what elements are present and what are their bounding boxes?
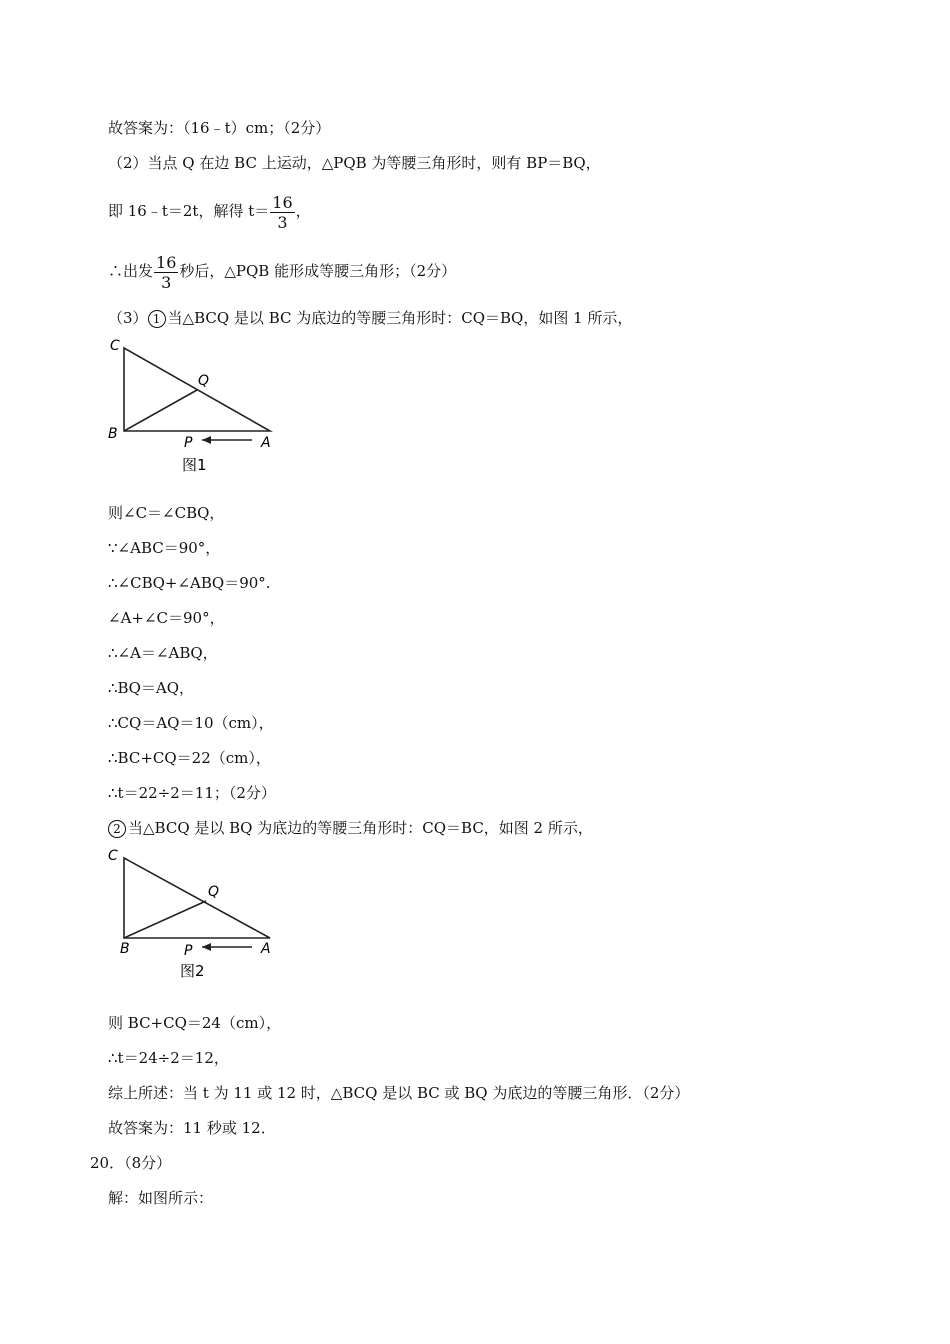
equation-line [108,188,311,234]
summary-line: 综上所述：当 t 为 11 或 12 时，△BCQ 是以 BC 或 BQ 为底边的等腰三角形．（2分） [108,1084,690,1102]
step-line: ∴∠A＝∠ABQ， [108,644,218,662]
step-line: ∴CQ＝AQ＝10（cm）， [108,714,274,732]
step-line: ∴t＝22÷2＝11；（2分） [108,784,276,802]
equation-comma: ， [295,202,311,220]
label-b: B [108,426,118,442]
part3-case2 [108,818,593,838]
label-p: P [184,435,193,451]
triangle-abc [124,858,270,938]
part2-statement: （2）当点 Q 在边 BC 上运动，△PQB 为等腰三角形时，则有 BP＝BQ， [108,154,601,172]
part3-label: （3） [108,309,148,327]
conclusion-line [108,248,456,294]
fraction-numerator: 16 [272,192,293,212]
label-p: P [184,943,193,959]
segment-bq [124,901,206,938]
fraction-denominator: 3 [277,212,288,232]
step-line: 则∠C＝∠CBQ， [108,504,225,522]
arrow-head [202,436,211,444]
label-a: A [261,435,271,451]
label-q: Q [198,373,210,389]
case2-text: 当△BCQ 是以 BQ 为底边的等腰三角形时：CQ＝BC，如图 2 所示， [128,819,593,837]
step-line: ∴BC+CQ＝22（cm）， [108,749,271,767]
equation-text: 即 16﹣t＝2t，解得 t＝ [108,202,270,220]
circled-1-marker: 1 [148,310,166,328]
final-answer-line: 故答案为：11 秒或 12． [108,1119,276,1137]
conclusion-suffix: 秒后，△PQB 能形成等腰三角形；（2分） [179,262,457,280]
figure-1-caption: 图1 [182,456,207,474]
step-line: ∴t＝24÷2＝12， [108,1049,229,1067]
solution-intro: 解：如图所示： [108,1189,214,1207]
fraction-numerator: 16 [156,252,177,272]
label-b: B [120,941,130,957]
step-line: 则 BC+CQ＝24（cm）， [108,1014,282,1032]
fraction-16-3 [270,193,294,232]
label-q: Q [208,884,220,900]
question-20-heading: 20．（8分） [90,1154,172,1172]
step-line: ∴∠CBQ+∠ABQ＝90°. [108,574,271,592]
circled-2-marker: 2 [108,820,126,838]
segment-bq [124,390,197,431]
arrow-head [202,943,211,951]
step-line: ∵∠ABC＝90°， [108,539,221,557]
case1-text: 当△BCQ 是以 BC 为底边的等腰三角形时：CQ＝BQ，如图 1 所示， [167,309,633,327]
conclusion-prefix: ∴出发 [108,262,154,280]
step-line: ∠A+∠C＝90°， [108,609,225,627]
figure-2 [104,846,294,988]
answer-line-1: 故答案为：（16﹣t）cm；（2分） [108,119,331,137]
fraction-denominator: 3 [161,272,172,292]
fraction-16-3-b [154,253,178,292]
step-line: ∴BQ＝AQ， [108,679,194,697]
figure-1 [104,336,294,478]
label-c: C [108,848,118,864]
label-a: A [261,941,271,957]
part3-case1 [108,308,632,328]
label-c: C [110,338,120,354]
figure-2-caption: 图2 [180,962,205,980]
